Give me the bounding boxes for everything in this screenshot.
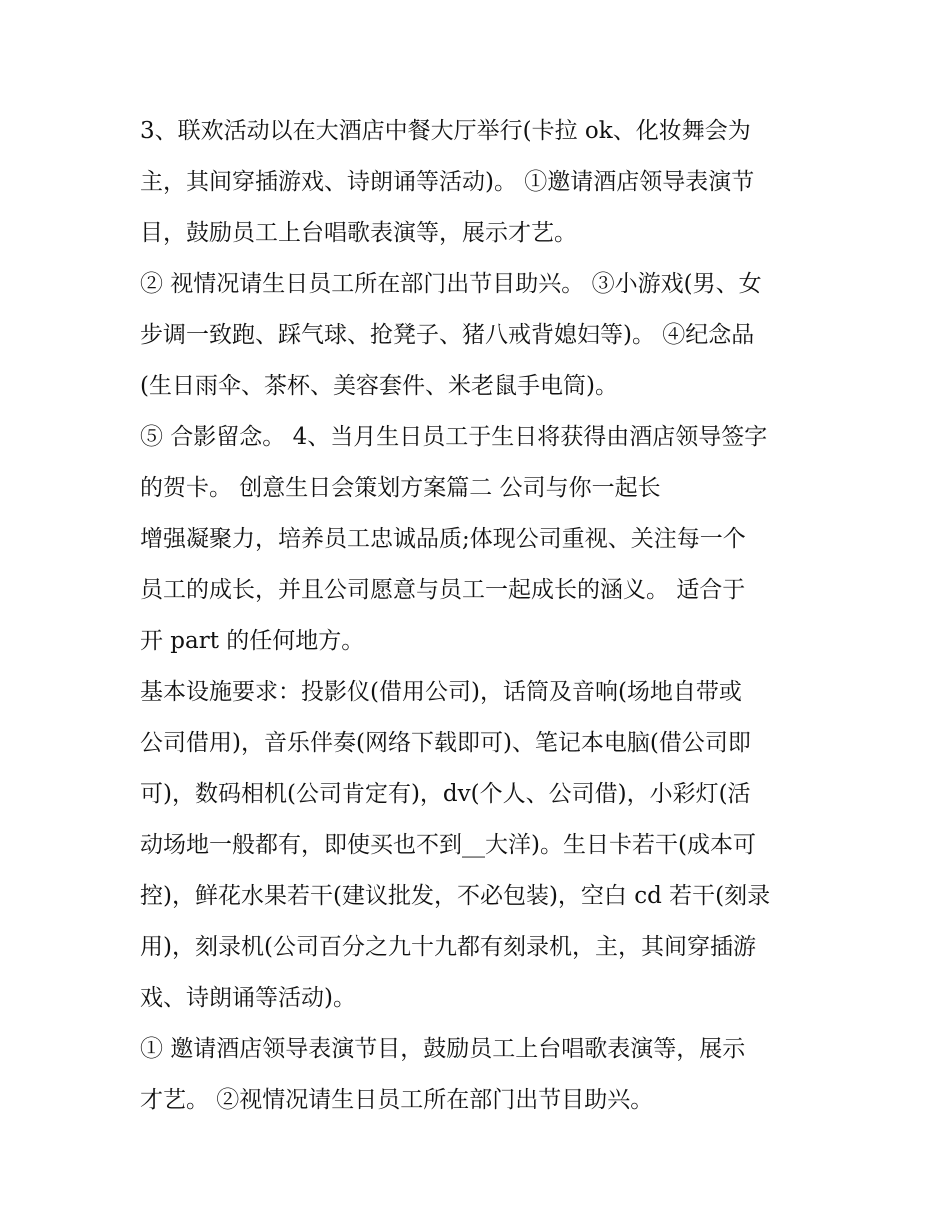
text-line: 3、联欢活动以在大酒店中餐大厅举行(卡拉 ok、化妆舞会为 xyxy=(140,118,751,144)
text-line: ② 视情况请生日员工所在部门出节目助兴。 ③小游戏(男、女 xyxy=(140,271,762,297)
text-line: 用)，刻录机(公司百分之九十九都有刻录机，主，其间穿插游 xyxy=(140,934,756,960)
text-line: 增强凝聚力，培养员工忠诚品质;体现公司重视、关注每一个 xyxy=(140,526,746,552)
text-line: ① 邀请酒店领导表演节目，鼓励员工上台唱歌表演等，展示 xyxy=(140,1036,746,1062)
text-line: 开 part 的任何地方。 xyxy=(140,628,365,654)
text-line: 可)，数码相机(公司肯定有)，dv(个人、公司借)，小彩灯(活 xyxy=(140,781,751,807)
text-line: 员工的成长，并且公司愿意与员工一起成长的涵义。 适合于 xyxy=(140,577,746,603)
text-line: 基本设施要求：投影仪(借用公司)，话筒及音响(场地自带或 xyxy=(140,679,742,705)
text-line: 控)，鲜花水果若干(建议批发，不必包装)，空白 cd 若干(刻录 xyxy=(140,883,771,909)
text-line: 才艺。 ②视情况请生日员工所在部门出节目助兴。 xyxy=(140,1087,654,1113)
document-body xyxy=(140,106,820,1126)
text-line: 的贺卡。 创意生日会策划方案篇二 公司与你一起长 xyxy=(140,475,661,501)
text-line: ⑤ 合影留念。 4、当月生日员工于生日将获得由酒店领导签字 xyxy=(140,424,768,450)
text-line: 公司借用)，音乐伴奏(网络下载即可)、笔记本电脑(借公司即 xyxy=(140,730,751,756)
text-line: 戏、诗朗诵等活动)。 xyxy=(140,985,356,1011)
text-line: 目，鼓励员工上台唱歌表演等，展示才艺。 xyxy=(140,220,577,246)
text-line: 动场地一般都有，即使买也不到__大洋)。生日卡若干(成本可 xyxy=(140,832,756,858)
text-line: 主，其间穿插游戏、诗朗诵等活动)。 ①邀请酒店领导表演节 xyxy=(140,169,755,195)
text-line: 步调一致跑、踩气球、抢凳子、猪八戒背媳妇等)。 ④纪念品 xyxy=(140,322,755,348)
text-line: (生日雨伞、茶杯、美容套件、米老鼠手电筒)。 xyxy=(140,373,618,399)
